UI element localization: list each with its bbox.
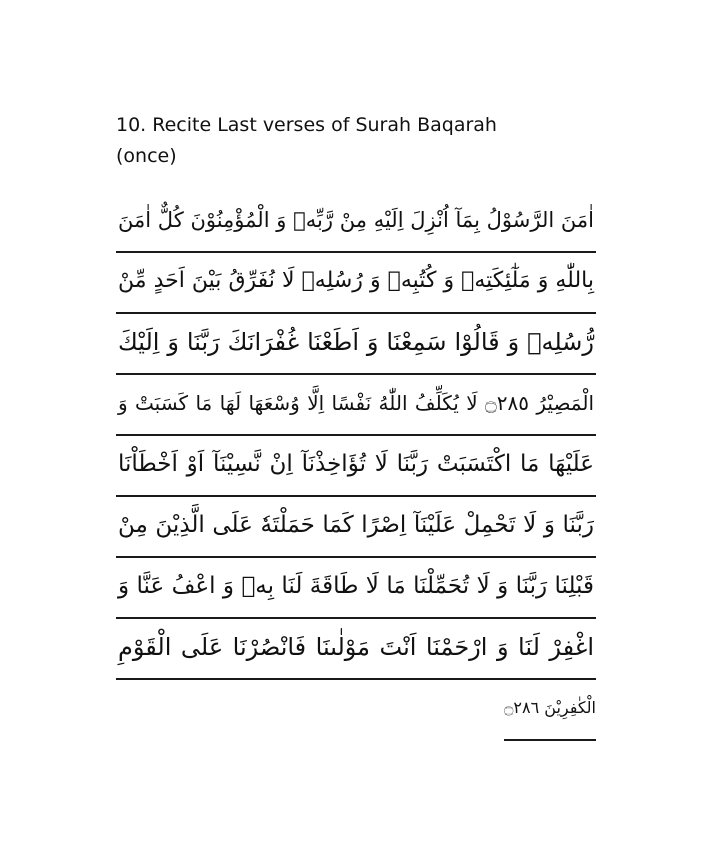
verse-line-1: اٰمَنَ الرَّسُوْلُ بِمَآ اُنْزِلَ اِلَيْهِ مِنْ رَّبِّهٖ وَ الْمُؤْمِنُوْنَ كُلٌّ اٰمَنَ [116,192,596,253]
verse-line-4: الْمَصِيْرُ ۝٢٨٥ لَا يُكَلِّفُ اللّٰهُ نَفْسًا اِلَّا وُسْعَهَا لَهَا مَا كَسَبَتْ وَ [116,375,596,436]
arabic-verses [116,192,596,741]
verse-line-7: قَبْلِنَا رَبَّنَا وَ لَا تُحَمِّلْنَا مَا لَا طَاقَةَ لَنَا بِهٖ وَ اعْفُ عَنَّا وَ [116,558,596,619]
verse-line-9: الْكٰفِرِيْنَ ۝٢٨٦ [504,680,596,741]
heading-title: 10. Recite Last verses of Surah Baqarah [116,114,497,136]
verse-line-2: بِاللّٰهِ وَ مَلٰٓئِكَتِهٖ وَ كُتُبِهٖ وَ رُسُلِهٖ لَا نُفَرِّقُ بَيْنَ اَحَدٍ مِّنْ [116,253,596,314]
verse-line-6: رَبَّنَا وَ لَا تَحْمِلْ عَلَيْنَآ اِصْرًا كَمَا حَمَلْتَهٗ عَلَى الَّذِيْنَ مِنْ [116,497,596,558]
verse-line-8: اغْفِرْ لَنَا وَ ارْحَمْنَا اَنْتَ مَوْلٰىنَا فَانْصُرْنَا عَلَى الْقَوْمِ [116,619,596,680]
heading-subtitle: (once) [116,145,177,167]
verse-line-5: عَلَيْهَا مَا اكْتَسَبَتْ رَبَّنَا لَا تُؤَاخِذْنَآ اِنْ نَّسِيْنَآ اَوْ اَخْطَاْنَا [116,436,596,497]
section-heading [116,110,596,172]
verse-line-3: رُّسُلِهٖ وَ قَالُوْا سَمِعْنَا وَ اَطَعْنَا غُفْرَانَكَ رَبَّنَا وَ اِلَيْكَ [116,314,596,375]
